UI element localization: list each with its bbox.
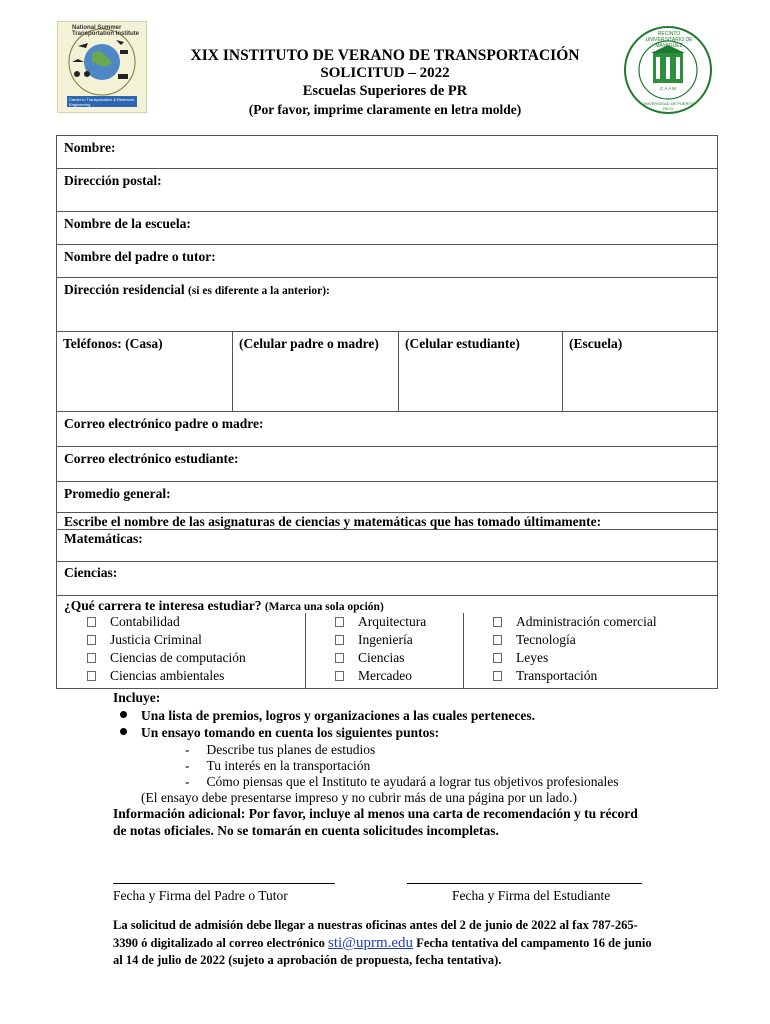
- info-line-1: Información adicional: Por favor, incluye al menos una carta de recomendación y tu récord: [113, 806, 638, 821]
- telefono-celular-estudiante-label: (Celular estudiante): [405, 336, 520, 351]
- seal-bottom-text: UNIVERSIDAD DE PUERTO RICO: [642, 101, 694, 111]
- form-title: XIX INSTITUTO DE VERANO DE TRANSPORTACIÓN: [190, 47, 580, 64]
- checkbox[interactable]: [335, 653, 344, 663]
- padre-tutor-field[interactable]: [57, 245, 717, 278]
- career-option[interactable]: [493, 632, 576, 648]
- correo-estudiante-label: Correo electrónico estudiante:: [64, 451, 239, 466]
- direccion-postal-label: Dirección postal:: [64, 173, 162, 188]
- checkbox[interactable]: [493, 635, 502, 645]
- direccion-postal-field[interactable]: [57, 169, 717, 212]
- form-schools: Escuelas Superiores de PR: [302, 83, 468, 99]
- ciencias-label: Ciencias:: [64, 565, 118, 580]
- career-label: Arquitectura: [358, 614, 427, 629]
- career-label: Contabilidad: [110, 614, 180, 629]
- logo-title-text: National Summer Transportation Institute: [72, 25, 140, 37]
- escuela-label: Nombre de la escuela:: [64, 216, 191, 231]
- checkbox[interactable]: [493, 653, 502, 663]
- promedio-field[interactable]: [57, 482, 717, 513]
- telefono-escuela-field[interactable]: [563, 332, 717, 411]
- padre-tutor-label: Nombre del padre o tutor:: [64, 249, 216, 264]
- checkbox[interactable]: [493, 671, 502, 681]
- telefono-celular-padre-field[interactable]: [233, 332, 399, 411]
- carrera-question: [64, 598, 384, 614]
- bullet-item: [120, 725, 439, 741]
- checkbox[interactable]: [335, 635, 344, 645]
- nsti-logo: [57, 21, 147, 113]
- info-line-2: de notas oficiales. No se tomarán en cuenta solicitudes incompletas.: [113, 823, 499, 838]
- telefonos-row: [57, 332, 717, 412]
- checkbox[interactable]: [87, 671, 96, 681]
- footer-line-2-a: 3390 ó digitalizado al correo electrónico: [113, 936, 325, 950]
- telefono-casa-field[interactable]: [57, 332, 233, 411]
- checkbox[interactable]: [335, 617, 344, 627]
- form-instruction: (Por favor, imprime claramente en letra molde): [248, 102, 522, 117]
- incluye-heading: Incluye:: [113, 690, 161, 705]
- escuela-field[interactable]: [57, 212, 717, 245]
- checkbox[interactable]: [335, 671, 344, 681]
- student-signature-line[interactable]: [407, 883, 642, 884]
- bullet-item: [120, 708, 535, 724]
- matematicas-label: Matemáticas:: [64, 531, 143, 546]
- footer-line-2: [113, 935, 652, 952]
- ciencias-field[interactable]: [57, 562, 717, 596]
- carrera-section: [57, 596, 717, 688]
- parent-signature-label: Fecha y Firma del Padre o Tutor: [113, 888, 288, 903]
- footer-line-1: La solicitud de admisión debe llegar a nuestras oficinas antes del 2 de junio de 2022 al fax 787-265-: [113, 918, 638, 932]
- asignaturas-label: Escribe el nombre de las asignaturas de ciencias y matemáticas que has tomado últimamente:: [64, 514, 602, 529]
- application-form: [56, 135, 718, 689]
- career-label: Mercadeo: [358, 668, 412, 683]
- direccion-residencial-note: (si es diferente a la anterior):: [187, 285, 330, 297]
- dash-icon: -: [185, 774, 190, 789]
- telefono-celular-padre-label: (Celular padre o madre): [239, 336, 379, 351]
- footer-line-3: al 14 de julio de 2022 (sujeto a aprobación de propuesta, fecha tentativa).: [113, 953, 502, 967]
- career-label: Ciencias de computación: [110, 650, 246, 665]
- asignaturas-row: [57, 513, 717, 530]
- form-subtitle: SOLICITUD – 2022: [320, 65, 450, 81]
- career-option[interactable]: [87, 614, 180, 630]
- career-label: Ingeniería: [358, 632, 413, 647]
- uprm-seal-logo: [623, 25, 713, 115]
- career-option[interactable]: [493, 650, 548, 666]
- correo-padre-field[interactable]: [57, 412, 717, 447]
- career-option[interactable]: [335, 650, 405, 666]
- dash-text: Cómo piensas que el Instituto te ayudará a lograr tus objetivos profesionales: [206, 774, 619, 789]
- checkbox[interactable]: [87, 653, 96, 663]
- bullet-text: Una lista de premios, logros y organizaciones a las cuales perteneces.: [141, 708, 535, 723]
- career-option[interactable]: [335, 668, 412, 684]
- dash-item: [185, 742, 375, 758]
- correo-padre-label: Correo electrónico padre o madre:: [64, 416, 264, 431]
- career-option[interactable]: [87, 668, 224, 684]
- nombre-label: Nombre:: [64, 140, 116, 155]
- dash-icon: -: [185, 758, 190, 773]
- email-link[interactable]: sti@uprm.edu: [328, 935, 414, 951]
- career-option[interactable]: [87, 650, 246, 666]
- carrera-note: (Marca una sola opción): [264, 601, 384, 613]
- essay-note: (El ensayo debe presentarse impreso y no cubrir más de una página por un lado.): [141, 790, 577, 805]
- nombre-field[interactable]: [57, 136, 717, 169]
- career-option[interactable]: [335, 632, 413, 648]
- checkbox[interactable]: [87, 617, 96, 627]
- promedio-label: Promedio general:: [64, 486, 171, 501]
- dash-text: Tu interés en la transportación: [206, 758, 371, 773]
- career-label: Administración comercial: [516, 614, 657, 629]
- checkbox[interactable]: [87, 635, 96, 645]
- bullet-icon: [120, 728, 127, 735]
- dash-icon: -: [185, 742, 190, 757]
- telefono-celular-estudiante-field[interactable]: [399, 332, 563, 411]
- carrera-question-text: ¿Qué carrera te interesa estudiar?: [64, 598, 262, 613]
- parent-signature-line[interactable]: [113, 883, 335, 884]
- career-option[interactable]: [493, 614, 657, 630]
- checkbox[interactable]: [493, 617, 502, 627]
- dash-text: Describe tus planes de estudios: [206, 742, 376, 757]
- career-label: Ciencias: [358, 650, 405, 665]
- direccion-residencial-text: Dirección residencial: [64, 282, 185, 297]
- student-signature-label: Fecha y Firma del Estudiante: [452, 888, 611, 903]
- career-option[interactable]: [335, 614, 426, 630]
- bullet-icon: [120, 711, 127, 718]
- seal-center-text: C A A M: [660, 86, 676, 91]
- direccion-residencial-label: [64, 282, 330, 298]
- career-label: Ciencias ambientales: [110, 668, 225, 683]
- telefono-casa-label: Teléfonos: (Casa): [63, 336, 163, 351]
- dash-item: [185, 758, 370, 774]
- footer-line-2-b: Fecha tentativa del campamento 16 de junio: [416, 936, 652, 950]
- bullet-text: Un ensayo tomando en cuenta los siguientes puntos:: [141, 725, 440, 740]
- correo-estudiante-field[interactable]: [57, 447, 717, 482]
- logo-banner-text: Career in Transportation & Research Engineering: [69, 97, 135, 107]
- direccion-residencial-field[interactable]: [57, 278, 717, 332]
- matematicas-field[interactable]: [57, 530, 717, 562]
- career-label: Justicia Criminal: [110, 632, 202, 647]
- seal-text: RECINTO UNIVERSITARIO DE MAYAGÜEZ: [645, 31, 693, 49]
- career-label: Tecnología: [516, 632, 576, 647]
- dash-item: [185, 774, 619, 790]
- career-option[interactable]: [493, 668, 597, 684]
- career-label: Leyes: [516, 650, 549, 665]
- career-option[interactable]: [87, 632, 202, 648]
- career-label: Transportación: [516, 668, 598, 683]
- telefono-escuela-label: (Escuela): [569, 336, 623, 351]
